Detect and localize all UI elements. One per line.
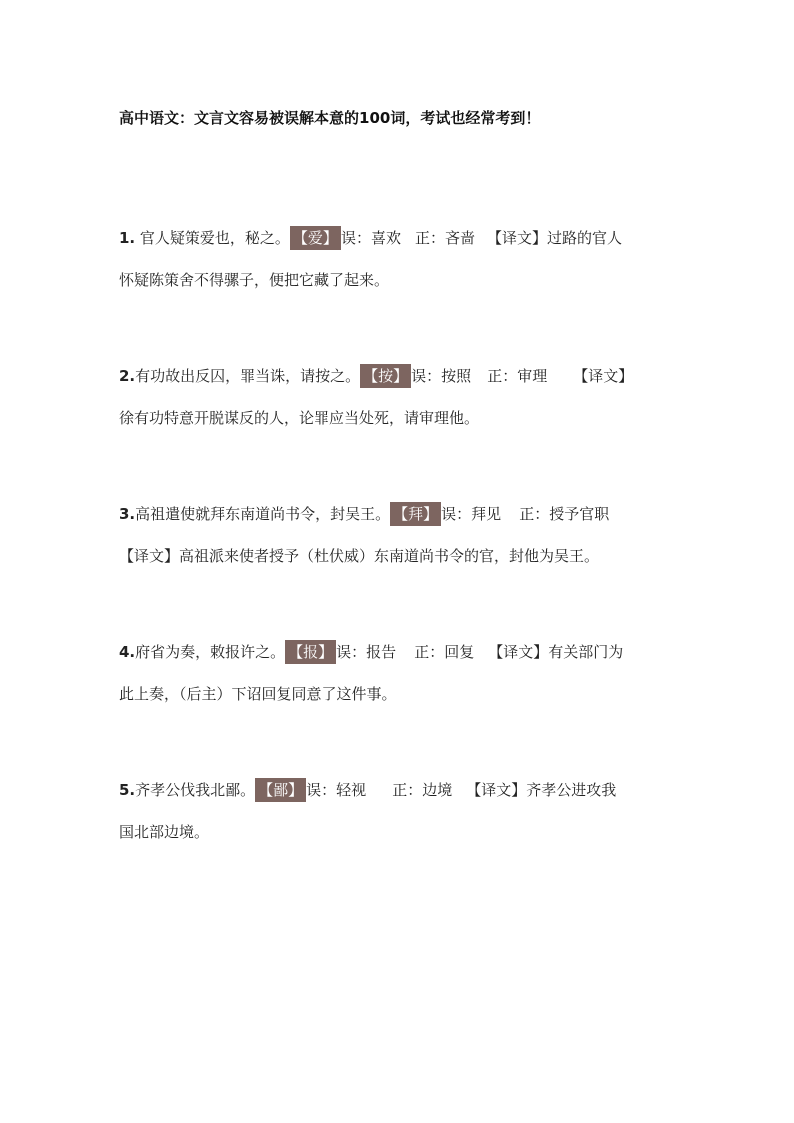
translation-text: 怀疑陈策舍不得骡子，便把它藏了起来。	[119, 271, 390, 289]
translation-lead: 【译文】有关部门为	[488, 643, 624, 661]
keyword-tag: 【报】	[285, 640, 336, 664]
entry-2	[119, 364, 679, 430]
entry-number: 3.	[119, 505, 136, 523]
mistake-meaning: 误：轻视	[306, 781, 367, 799]
correct-meaning: 正：授予官职	[519, 505, 610, 523]
entry-3	[119, 502, 679, 568]
mistake-meaning: 误：按照	[411, 367, 472, 385]
translation-lead: 【译文】过路的官人	[486, 229, 622, 247]
entry-sentence: 府省为奏，敕报许之。	[135, 643, 286, 661]
keyword-tag: 【鄙】	[255, 778, 306, 802]
entry-line	[119, 364, 679, 388]
entry-line	[119, 226, 679, 250]
entry-sentence: 高祖遣使就拜东南道尚书令，封吴王。	[135, 505, 391, 523]
translation-lead: 【译文】齐孝公进攻我	[466, 781, 617, 799]
keyword-tag: 【拜】	[390, 502, 441, 526]
translation-text: 国北部边境。	[119, 823, 210, 841]
entry-4	[119, 640, 679, 706]
entry-line	[119, 778, 679, 802]
entry-line	[119, 640, 679, 664]
mistake-meaning: 误：报告	[336, 643, 397, 661]
translation-text: 徐有功特意开脱谋反的人，论罪应当处死，请审理他。	[119, 409, 480, 427]
page-title: 高中语文：文言文容易被误解本意的100词，考试也经常考到！	[119, 109, 541, 127]
translation-text: 【译文】高祖派来使者授予（杜伏威）东南道尚书令的官，封他为吴王。	[119, 547, 600, 565]
entry-number: 5.	[119, 781, 136, 799]
entry-number: 2.	[119, 367, 136, 385]
entry-number: 1.	[119, 229, 136, 247]
correct-meaning: 正：边境	[392, 781, 453, 799]
entry-sentence: 齐孝公伐我北鄙。	[135, 781, 256, 799]
entry-sentence: 官人疑策爱也，秘之。	[135, 229, 290, 247]
translation-lead: 【译文】	[573, 367, 634, 385]
correct-meaning: 正：回复	[414, 643, 475, 661]
translation-text: 此上奏，（后主）下诏回复同意了这件事。	[119, 685, 397, 703]
mistake-meaning: 误：喜欢	[340, 229, 401, 247]
correct-meaning: 正：吝啬	[414, 229, 475, 247]
correct-meaning: 正：审理	[487, 367, 548, 385]
entry-line	[119, 502, 679, 526]
entry-5	[119, 778, 679, 844]
entry-1	[119, 226, 679, 292]
keyword-tag: 【按】	[360, 364, 411, 388]
mistake-meaning: 误：拜见	[441, 505, 502, 523]
keyword-tag: 【爱】	[290, 226, 341, 250]
entry-sentence: 有功故出反囚，罪当诛，请按之。	[135, 367, 361, 385]
entry-number: 4.	[119, 643, 136, 661]
